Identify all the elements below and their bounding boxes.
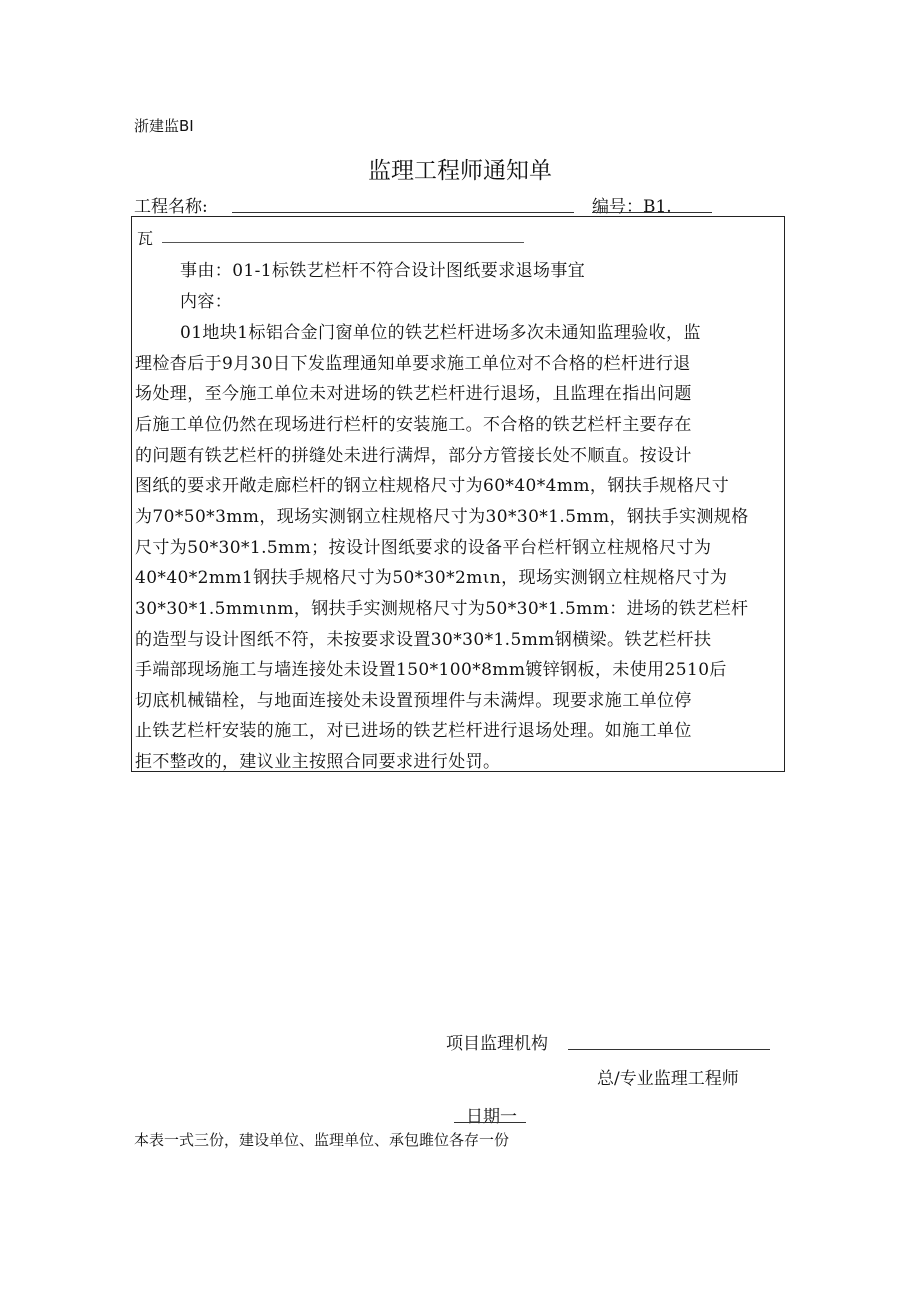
subject-line: 事由：01-1标铁艺栏杆不符合设计图纸要求退场事宜 xyxy=(180,261,586,281)
recipient-underline xyxy=(162,242,524,243)
paragraph-line: 止铁艺栏杆安装的施工，对已进场的铁艺栏杆进行退场处理。如施工单位 xyxy=(135,721,692,741)
paragraph-line: 的造型与设计图纸不符，未按要求设置30*30*1.5mm钢横梁。铁艺栏杆扶 xyxy=(135,630,712,650)
content-label: 内容： xyxy=(180,292,233,312)
date-underline xyxy=(454,1122,526,1123)
paragraph-line: 后施工单位仍然在现场进行栏杆的安装施工。不合格的铁艺栏杆主要存在 xyxy=(135,415,692,435)
copies-note: 本表一式三份，建设单位、监理单位、承包雎位各存一份 xyxy=(134,1131,510,1149)
form-code: 浙建监BI xyxy=(134,117,194,135)
project-name-label: 工程名称: xyxy=(134,197,208,217)
paragraph-line: 拒不整改的，建议业主按照合同要求进行处罚。 xyxy=(135,752,501,772)
supervision-org-label: 项目监理机构 xyxy=(446,1034,548,1054)
paragraph-line: 图纸的要求开敞走廊栏杆的钢立柱规格尺寸为60*40*4mm，钢扶手规格尺寸 xyxy=(135,476,730,496)
document-number-label: 编号：B1. xyxy=(592,197,672,217)
engineer-signature-label: 总/专业监理工程师 xyxy=(597,1069,739,1089)
paragraph-line: 的问题有铁艺栏杆的拼缝处未进行满焊，部分方管接长处不顺直。按设计 xyxy=(135,446,692,466)
paragraph-line: 40*40*2mm1钢扶手规格尺寸为50*30*2mιn，现场实测钢立柱规格尺寸为 xyxy=(135,568,728,588)
paragraph-line: 手端部现场施工与墙连接处未设置150*100*8mm镀锌钢板，未使用2510后 xyxy=(135,660,727,680)
project-name-underline xyxy=(232,212,574,213)
supervision-org-underline xyxy=(568,1049,770,1050)
recipient-label: 瓦 xyxy=(137,229,154,248)
paragraph-line: 场处理，至今施工单位未对进场的铁艺栏杆进行退场，且监理在指出问题 xyxy=(135,384,692,404)
paragraph-line: 为70*50*3mm，现场实测钢立柱规格尺寸为30*30*1.5mm，钢扶手实测规格 xyxy=(135,507,749,527)
paragraph-line: 理检杳后于9月30日下发监理通知单要求施工单位对不合格的栏杆进行退 xyxy=(135,354,691,374)
paragraph-line: 30*30*1.5mmιnm，钢扶手实测规格尺寸为50*30*1.5mm：进场的铁艺栏杆 xyxy=(135,599,749,619)
date-label: 日期一 xyxy=(466,1107,517,1127)
document-title: 监理工程师通知单 xyxy=(368,158,552,184)
paragraph-line: 尺寸为50*30*1.5mm；按设计图纸要求的设备平台栏杆钢立柱规格尺寸为 xyxy=(135,538,712,558)
document-number-underline xyxy=(592,212,712,213)
paragraph-line: 01地块1标铝合金门窗单位的铁艺栏杆进场多次未通知监理验收，监 xyxy=(180,323,701,343)
paragraph-line: 切底机械锚栓，与地面连接处未设置预埋件与未满焊。现要求施工单位停 xyxy=(135,691,692,711)
